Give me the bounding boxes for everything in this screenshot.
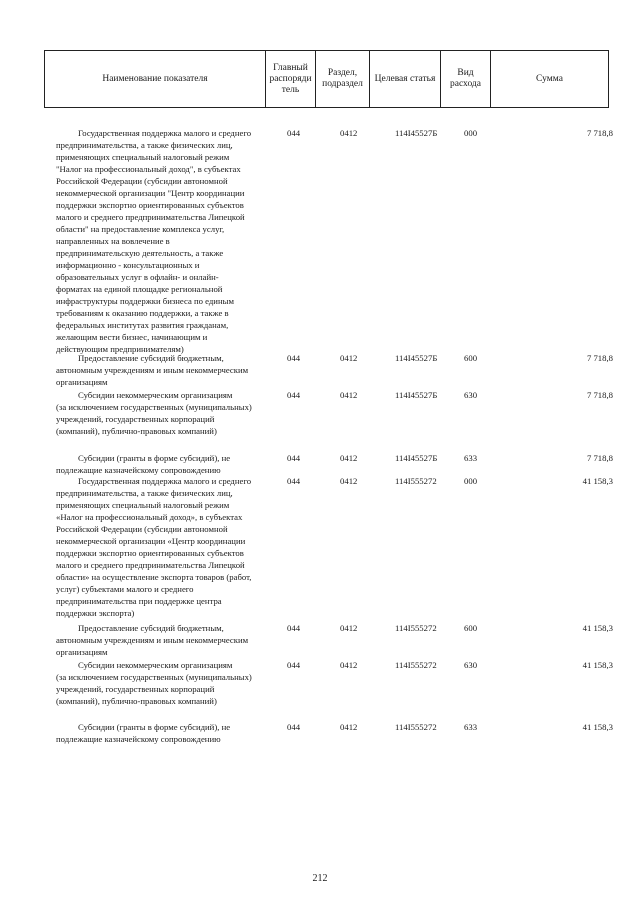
row-name-line: подлежащие казначейскому сопровождению [56,465,221,475]
row-celevaya-statya: 114I45527Б [395,453,438,463]
row-name-line: области» на осуществление экспорта товаров (работ, [56,572,252,582]
row-indicator-name [56,352,272,388]
row-name-line: Государственная поддержка малого и среднего [78,476,252,486]
row-razdel: 0412 [340,722,358,732]
row-name-line: подлежащие казначейскому сопровождению [56,734,221,744]
row-vid-rashoda: 000 [464,128,478,138]
row-indicator-name [56,475,272,619]
row-summa: 41 158,3 [582,660,613,670]
row-summa: 7 718,8 [586,453,613,463]
row-summa: 7 718,8 [586,390,613,400]
header-vid-line2: расхода [450,79,481,89]
row-vid-rashoda: 600 [464,623,478,633]
row-razdel: 0412 [340,623,358,633]
header-vid-line1: Вид [457,68,474,78]
row-name-line: "Налог на профессиональный доход", в субъектах [56,164,241,174]
row-name-line: инфраструктуры поддержки бизнеса по единым [56,296,234,306]
row-razdel: 0412 [340,128,358,138]
row-razdel: 0412 [340,353,358,363]
row-name-line: учреждений, государственных корпораций [56,684,215,694]
row-vid-rashoda: 000 [464,476,478,486]
header-vid-rashoda [441,51,491,107]
row-name-line: желающим вести бизнес, начинающим и [56,332,208,342]
row-celevaya-statya: 114I555272 [395,476,437,486]
row-name-line: автономным учреждениям и иным некоммерческим [56,365,249,375]
row-glavny-rasporyaditel: 044 [287,623,301,633]
row-name-line: Субсидии некоммерческим организациям [78,390,233,400]
row-name-line: области" на предоставление комплекса услуг, [56,224,225,234]
row-name-line: Субсидии (гранты в форме субсидий), не [78,722,231,732]
row-name-line: Субсидии (гранты в форме субсидий), не [78,453,231,463]
header-name [45,51,266,107]
row-summa: 41 158,3 [582,623,613,633]
row-celevaya-statya: 114I555272 [395,660,437,670]
row-name-line: Российской Федерации (субсидии автономной [56,176,228,186]
row-name-line: Предоставление субсидий бюджетным, [78,623,224,633]
row-celevaya-statya: 114I45527Б [395,353,438,363]
row-name-line: требованиям к оказанию поддержки, а также в [56,308,229,318]
row-name-line: Субсидии некоммерческим организациям [78,660,233,670]
row-name-line: поддержки экспортно ориентированных субъектов [56,548,244,558]
row-name-line: предпринимательства, а также физических лиц, [56,140,233,150]
row-indicator-name [56,389,272,437]
row-name-line: малого и среднего предпринимательства Липецкой [56,560,245,570]
row-name-line: поддержки экспорта) [56,608,135,618]
row-glavny-rasporyaditel: 044 [287,660,301,670]
row-vid-rashoda: 633 [464,722,478,732]
row-vid-rashoda: 630 [464,660,478,670]
row-indicator-name [56,622,272,658]
page-number: 212 [312,873,328,884]
row-razdel: 0412 [340,453,358,463]
row-name-line: поддержки экспортно ориентированных субъектов [56,200,244,210]
row-name-line: организациям [56,647,108,657]
header-razd-line1: Раздел, [327,68,358,78]
row-glavny-rasporyaditel: 044 [287,476,301,486]
row-name-line: (компаний), публично-правовых компаний) [56,426,217,436]
row-indicator-name [56,721,272,745]
header-razd-line2: подраздел [322,79,363,89]
row-celevaya-statya: 114I45527Б [395,128,438,138]
row-name-line: применяющих специальный налоговый режим [56,152,230,162]
row-summa: 41 158,3 [582,476,613,486]
header-celevaya-statya [370,51,441,107]
row-name-line: автономным учреждениям и иным некоммерческим [56,635,249,645]
row-razdel: 0412 [340,476,358,486]
header-glav-line2: распоряди [269,73,312,84]
row-name-line: учреждений, государственных корпораций [56,414,215,424]
row-summa: 7 718,8 [586,128,613,138]
row-name-line: (компаний), публично-правовых компаний) [56,696,217,706]
row-name-line: предпринимательства, а также физических лиц, [56,488,233,498]
row-vid-rashoda: 633 [464,453,478,463]
header-cel-text: Целевая статья [374,73,436,84]
row-name-line: предпринимательства при поддержке центра [56,596,222,606]
row-name-line: (за исключением государственных (муниципальных) [56,402,252,412]
table-header [44,50,609,108]
header-name-text: Наименование показателя [102,73,208,84]
header-sum-text: Сумма [536,73,563,84]
row-summa: 7 718,8 [586,353,613,363]
row-name-line: Российской Федерации (субсидии автономной [56,524,228,534]
row-celevaya-statya: 114I555272 [395,623,437,633]
row-razdel: 0412 [340,390,358,400]
row-glavny-rasporyaditel: 044 [287,128,301,138]
row-celevaya-statya: 114I45527Б [395,390,438,400]
row-razdel: 0412 [340,660,358,670]
row-glavny-rasporyaditel: 044 [287,453,301,463]
header-glavny-rasporyaditel [266,51,316,107]
row-vid-rashoda: 630 [464,390,478,400]
row-indicator-name [56,452,272,476]
header-summa [491,51,608,107]
header-glav-line1: Главный [273,62,308,73]
row-summa: 41 158,3 [582,722,613,732]
row-name-line: применяющих специальный налоговый режим [56,500,230,510]
row-name-line: Государственная поддержка малого и среднего [78,128,252,138]
row-name-line: направленных на вовлечение в [56,236,170,246]
row-name-line: (за исключением государственных (муниципальных) [56,672,252,682]
row-name-line: организациям [56,377,108,387]
row-name-line: Предоставление субсидий бюджетным, [78,353,224,363]
row-name-line: предпринимательскую деятельность, а также [56,248,224,258]
header-glav-line3: тель [281,84,300,95]
row-name-line: услуг) субъектами малого и среднего [56,584,194,594]
row-name-line: форматах на единой площадке региональной [56,284,223,294]
row-vid-rashoda: 600 [464,353,478,363]
row-name-line: информационно - консультационных и [56,260,200,270]
row-name-line: «Налог на профессиональный доход», в субъектах [56,512,243,522]
row-name-line: образовательных услуг в офлайн- и онлайн- [56,272,219,282]
row-name-line: некоммерческой организации "Центр координации [56,188,245,198]
row-glavny-rasporyaditel: 044 [287,722,301,732]
row-name-line: малого и среднего предпринимательства Липецкой [56,212,245,222]
row-indicator-name [56,659,272,707]
row-name-line: федеральных институтах развития гражданам, [56,320,229,330]
row-celevaya-statya: 114I555272 [395,722,437,732]
row-name-line: действующим предпринимателям) [56,344,184,354]
header-razdel [316,51,370,107]
row-glavny-rasporyaditel: 044 [287,353,301,363]
row-indicator-name [56,127,272,355]
row-name-line: некоммерческой организации «Центр координации [56,536,246,546]
row-glavny-rasporyaditel: 044 [287,390,301,400]
